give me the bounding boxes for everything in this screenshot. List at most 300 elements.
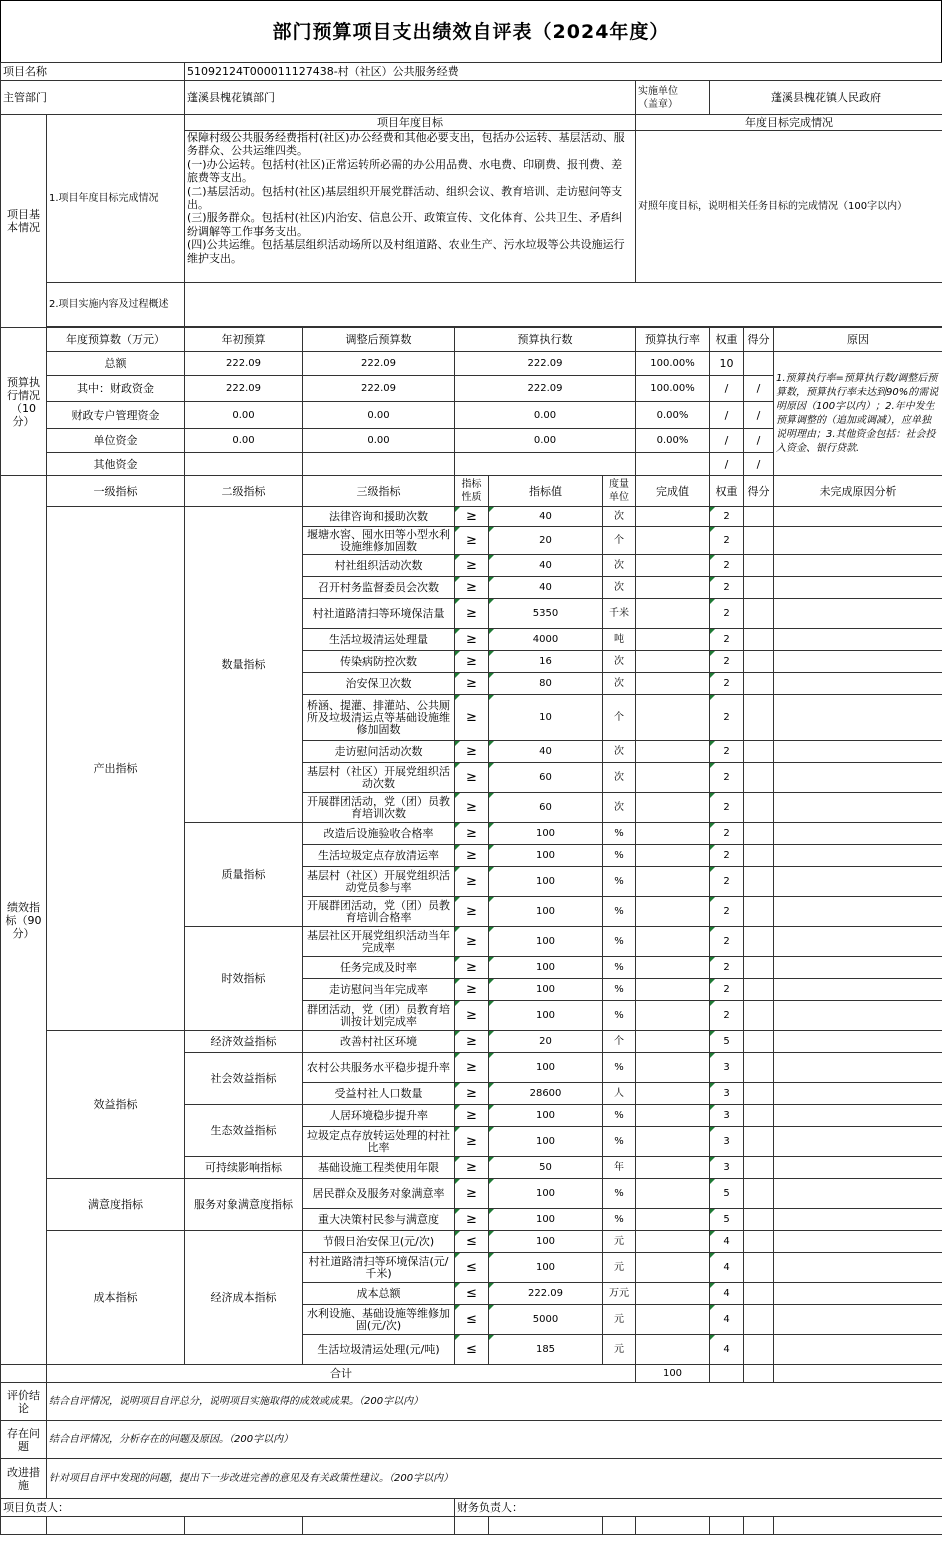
perf-l3-name: 基础设施工程类使用年限 (303, 1157, 455, 1179)
budget-header: 年初预算 (185, 328, 303, 352)
perf-value: 222.09 (489, 1283, 603, 1305)
perf-operator: ≥ (455, 979, 489, 1001)
budget-adjusted: 222.09 (303, 376, 455, 402)
perf-done-value (636, 927, 710, 957)
perf-l3-name: 居民群众及服务对象满意率 (303, 1179, 455, 1209)
budget-rate: 100.00% (636, 352, 710, 376)
perf-reason (774, 1253, 942, 1283)
perf-unit: 次 (603, 741, 636, 763)
perf-l3-name: 垃圾定点存放转运处理的村社比率 (303, 1127, 455, 1157)
perf-l3-name: 村社道路清扫等环境保洁量 (303, 599, 455, 629)
perf-value: 185 (489, 1335, 603, 1365)
perf-value: 100 (489, 1105, 603, 1127)
perf-reason (774, 1335, 942, 1365)
budget-weight: 10 (710, 352, 744, 376)
perf-l3-name: 受益村社人口数量 (303, 1083, 455, 1105)
blank-cell (636, 1517, 710, 1535)
perf-l3-name: 村社组织活动次数 (303, 555, 455, 577)
perf-unit: % (603, 897, 636, 927)
budget-rate: 100.00% (636, 376, 710, 402)
perf-done-value (636, 1157, 710, 1179)
budget-initial (185, 453, 303, 476)
perf-l3-name: 基层村（社区）开展党组织活动党员参与率 (303, 867, 455, 897)
perf-reason (774, 629, 942, 651)
perf-score (744, 673, 774, 695)
perf-header: 三级指标 (303, 476, 455, 507)
blank-cell (455, 1517, 489, 1535)
perf-done-value (636, 763, 710, 793)
perf-value: 40 (489, 507, 603, 527)
perf-value: 100 (489, 1209, 603, 1231)
perf-weight: 2 (710, 599, 744, 629)
improve-text: 针对项目自评中发现的问题，提出下一步改进完善的意见及有关政策性建议。（200字以内） (47, 1459, 942, 1499)
perf-score (744, 1231, 774, 1253)
perf-done-value (636, 1231, 710, 1253)
issue-text: 结合自评情况，分析存在的问题及原因。（200字以内） (47, 1421, 942, 1459)
budget-weight: / (710, 429, 744, 453)
perf-unit: % (603, 845, 636, 867)
perf-unit: % (603, 1001, 636, 1031)
perf-score (744, 1001, 774, 1031)
perf-l2: 可持续影响指标 (185, 1157, 303, 1179)
eval-label: 评价结论 (1, 1383, 47, 1421)
perf-done-value (636, 577, 710, 599)
table-row (1, 476, 942, 507)
budget-score: / (744, 376, 774, 402)
perf-operator: ≥ (455, 651, 489, 673)
budget-reason: 1.预算执行率=预算执行数/调整后预算数，预算执行率未达到90%的需说明原因（100字以内）；2.年中发生预算调整的（追加或调减），应单独说明理由；3.其他资金包括：社会投入资金、银行贷款. (774, 352, 942, 476)
perf-value: 100 (489, 1231, 603, 1253)
perf-unit: 次 (603, 793, 636, 823)
perf-l3-name: 改造后设施验收合格率 (303, 823, 455, 845)
blank-cell (603, 1517, 636, 1535)
perf-unit: 次 (603, 555, 636, 577)
perf-header: 一级指标 (47, 476, 185, 507)
budget-score: / (744, 402, 774, 429)
perf-value: 100 (489, 979, 603, 1001)
budget-row-name: 财政专户管理资金 (47, 402, 185, 429)
perf-reason (774, 1031, 942, 1053)
budget-rate: 0.00% (636, 429, 710, 453)
budget-weight: / (710, 453, 744, 476)
perf-unit: 个 (603, 1031, 636, 1053)
perf-done-value (636, 1127, 710, 1157)
perf-reason (774, 1127, 942, 1157)
budget-executed (455, 453, 636, 476)
total-reason (744, 1365, 774, 1383)
perf-score (744, 741, 774, 763)
perf-done-value (636, 629, 710, 651)
perf-header: 指标性质 (455, 476, 489, 507)
budget-rate: 0.00% (636, 402, 710, 429)
perf-header: 未完成原因分析 (774, 476, 942, 507)
perf-reason (774, 897, 942, 927)
perf-operator: ≥ (455, 673, 489, 695)
budget-adjusted: 0.00 (303, 402, 455, 429)
perf-operator: ≥ (455, 867, 489, 897)
perf-weight: 4 (710, 1253, 744, 1283)
perf-reason (774, 867, 942, 897)
perf-reason (774, 763, 942, 793)
blank-cell (774, 1517, 942, 1535)
perf-weight: 2 (710, 1001, 744, 1031)
perf-unit: % (603, 957, 636, 979)
blank-cell (303, 1517, 455, 1535)
perf-value: 100 (489, 957, 603, 979)
perf-reason (774, 555, 942, 577)
perf-weight: 2 (710, 763, 744, 793)
perf-unit: 次 (603, 651, 636, 673)
perf-weight: 2 (710, 673, 744, 695)
perf-header: 度量单位 (603, 476, 636, 507)
perf-unit: % (603, 979, 636, 1001)
perf-reason (774, 527, 942, 555)
perf-value: 100 (489, 1001, 603, 1031)
perf-l3-name: 水利设施、基础设施等维修加固(元/次) (303, 1305, 455, 1335)
perf-done-value (636, 845, 710, 867)
perf-l3-name: 传染病防控次数 (303, 651, 455, 673)
blank-cell (710, 1517, 744, 1535)
perf-unit: 元 (603, 1231, 636, 1253)
perf-value: 100 (489, 1053, 603, 1083)
budget-header: 权重 (710, 328, 744, 352)
perf-done-value (636, 695, 710, 741)
perf-operator: ≤ (455, 1231, 489, 1253)
perf-value: 100 (489, 1179, 603, 1209)
budget-initial: 222.09 (185, 376, 303, 402)
perf-reason (774, 957, 942, 979)
perf-operator: ≥ (455, 1105, 489, 1127)
project-name-label: 项目名称 (1, 63, 185, 81)
target-header: 项目年度目标 (185, 115, 636, 131)
eval-text: 结合自评情况，说明项目自评总分，说明项目实施取得的成效或成果。（200字以内） (47, 1383, 942, 1421)
perf-value: 100 (489, 867, 603, 897)
budget-initial: 0.00 (185, 402, 303, 429)
perf-unit: 次 (603, 673, 636, 695)
perf-weight: 2 (710, 845, 744, 867)
perf-unit: 万元 (603, 1283, 636, 1305)
perf-operator: ≤ (455, 1283, 489, 1305)
blank-cell (744, 1517, 774, 1535)
table-row (1, 352, 942, 376)
perf-done-value (636, 1305, 710, 1335)
basic-row2-content (185, 283, 942, 327)
perf-l3-name: 开展群团活动，党（团）员教育培训次数 (303, 793, 455, 823)
perf-reason (774, 507, 942, 527)
perf-section-label: 绩效指标（90分） (1, 476, 47, 1365)
perf-l2: 时效指标 (185, 927, 303, 1031)
perf-header: 得分 (744, 476, 774, 507)
perf-done-value (636, 1031, 710, 1053)
perf-operator: ≥ (455, 845, 489, 867)
blank-cell (47, 1517, 185, 1535)
perf-unit: % (603, 1105, 636, 1127)
perf-unit: 吨 (603, 629, 636, 651)
perf-reason (774, 695, 942, 741)
perf-done-value (636, 823, 710, 845)
perf-value: 5000 (489, 1305, 603, 1335)
perf-score (744, 1053, 774, 1083)
perf-done-value (636, 897, 710, 927)
perf-weight: 3 (710, 1053, 744, 1083)
budget-header: 得分 (744, 328, 774, 352)
budget-adjusted: 0.00 (303, 429, 455, 453)
perf-score (744, 629, 774, 651)
basic-section-label: 项目基本情况 (1, 115, 47, 328)
impl-label: 实施单位 （盖章） (636, 81, 710, 115)
basic-row2-label: 2.项目实施内容及过程概述 (47, 283, 185, 327)
perf-l1: 成本指标 (47, 1231, 185, 1365)
budget-row-name: 单位资金 (47, 429, 185, 453)
perf-operator: ≥ (455, 599, 489, 629)
perf-operator: ≥ (455, 1083, 489, 1105)
budget-header: 预算执行率 (636, 328, 710, 352)
perf-score (744, 555, 774, 577)
perf-weight: 2 (710, 979, 744, 1001)
table-row (1, 1365, 942, 1383)
perf-operator: ≤ (455, 1305, 489, 1335)
perf-value: 10 (489, 695, 603, 741)
perf-done-value (636, 1253, 710, 1283)
perf-l1: 产出指标 (47, 507, 185, 1031)
perf-done-value (636, 1179, 710, 1209)
perf-weight: 2 (710, 927, 744, 957)
perf-value: 40 (489, 577, 603, 599)
perf-score (744, 1157, 774, 1179)
perf-score (744, 957, 774, 979)
perf-l3-name: 重大决策村民参与满意度 (303, 1209, 455, 1231)
perf-value: 40 (489, 555, 603, 577)
total-label: 合计 (47, 1365, 636, 1383)
perf-weight: 2 (710, 741, 744, 763)
perf-score (744, 695, 774, 741)
perf-l2: 社会效益指标 (185, 1053, 303, 1105)
perf-l3-name: 农村公共服务水平稳步提升率 (303, 1053, 455, 1083)
perf-reason (774, 673, 942, 695)
perf-value: 100 (489, 897, 603, 927)
perf-weight: 2 (710, 555, 744, 577)
perf-reason (774, 1157, 942, 1179)
perf-value: 100 (489, 927, 603, 957)
perf-reason (774, 1083, 942, 1105)
perf-l3-name: 生活垃圾清运处理(元/吨) (303, 1335, 455, 1365)
perf-reason (774, 741, 942, 763)
perf-reason (774, 1283, 942, 1305)
perf-weight: 2 (710, 527, 744, 555)
perf-operator: ≥ (455, 897, 489, 927)
perf-score (744, 867, 774, 897)
perf-value: 60 (489, 763, 603, 793)
perf-done-value (636, 527, 710, 555)
perf-weight: 3 (710, 1083, 744, 1105)
budget-score: / (744, 453, 774, 476)
perf-score (744, 599, 774, 629)
perf-unit: 次 (603, 763, 636, 793)
perf-operator: ≥ (455, 1157, 489, 1179)
perf-reason (774, 1053, 942, 1083)
perf-l3-name: 人居环境稳步提升率 (303, 1105, 455, 1127)
perf-operator: ≥ (455, 629, 489, 651)
perf-done-value (636, 793, 710, 823)
perf-l3-name: 堰塘水窖、囤水田等小型水利设施维修加固数 (303, 527, 455, 555)
perf-done-value (636, 1083, 710, 1105)
perf-header: 权重 (710, 476, 744, 507)
perf-unit: 元 (603, 1253, 636, 1283)
perf-value: 5350 (489, 599, 603, 629)
perf-l3-name: 桥涵、提灌、排灌站、公共厕所及垃圾清运点等基础设施维修加固数 (303, 695, 455, 741)
perf-done-value (636, 1209, 710, 1231)
perf-reason (774, 1001, 942, 1031)
perf-weight: 2 (710, 651, 744, 673)
perf-l2: 服务对象满意度指标 (185, 1179, 303, 1231)
impl-value: 蓬溪县槐花镇人民政府 (710, 81, 942, 115)
dept-value: 蓬溪县槐花镇部门 (185, 81, 636, 115)
blank-cell (185, 1517, 303, 1535)
perf-l2: 生态效益指标 (185, 1105, 303, 1157)
perf-unit: 个 (603, 695, 636, 741)
total-score (710, 1365, 744, 1383)
perf-l2: 经济成本指标 (185, 1231, 303, 1365)
perf-value: 28600 (489, 1083, 603, 1105)
perf-l3-name: 成本总额 (303, 1283, 455, 1305)
perf-score (744, 1179, 774, 1209)
perf-weight: 2 (710, 957, 744, 979)
perf-reason (774, 823, 942, 845)
perf-value: 20 (489, 527, 603, 555)
perf-operator: ≥ (455, 927, 489, 957)
perf-score (744, 507, 774, 527)
perf-weight: 4 (710, 1283, 744, 1305)
total-weight: 100 (636, 1365, 710, 1383)
perf-value: 100 (489, 1127, 603, 1157)
perf-score (744, 927, 774, 957)
perf-unit: 千米 (603, 599, 636, 629)
perf-operator: ≥ (455, 763, 489, 793)
perf-unit: 个 (603, 527, 636, 555)
perf-unit: 次 (603, 507, 636, 527)
perf-weight: 3 (710, 1127, 744, 1157)
budget-header: 年度预算数（万元） (47, 328, 185, 352)
perf-unit: 元 (603, 1305, 636, 1335)
perf-weight: 3 (710, 1157, 744, 1179)
perf-operator: ≥ (455, 793, 489, 823)
perf-l2: 数量指标 (185, 507, 303, 823)
perf-operator: ≥ (455, 577, 489, 599)
perf-value: 16 (489, 651, 603, 673)
table-row (1, 1499, 942, 1517)
perf-value: 60 (489, 793, 603, 823)
table-row (1, 1031, 942, 1053)
leader-label: 项目负责人： (1, 1499, 455, 1517)
perf-value: 50 (489, 1157, 603, 1179)
perf-weight: 4 (710, 1305, 744, 1335)
perf-reason (774, 927, 942, 957)
budget-score: / (744, 429, 774, 453)
perf-score (744, 845, 774, 867)
budget-rate (636, 453, 710, 476)
perf-score (744, 527, 774, 555)
perf-weight: 4 (710, 1231, 744, 1253)
perf-operator: ≤ (455, 1335, 489, 1365)
budget-header: 预算执行数 (455, 328, 636, 352)
perf-reason (774, 1231, 942, 1253)
perf-weight: 2 (710, 577, 744, 599)
perf-value: 20 (489, 1031, 603, 1053)
perf-value: 100 (489, 1253, 603, 1283)
blank-cell (489, 1517, 603, 1535)
perf-unit: % (603, 1127, 636, 1157)
perf-unit: 人 (603, 1083, 636, 1105)
perf-score (744, 1283, 774, 1305)
perf-operator: ≥ (455, 823, 489, 845)
perf-reason (774, 599, 942, 629)
finance-label: 财务负责人： (455, 1499, 942, 1517)
budget-executed: 0.00 (455, 429, 636, 453)
perf-l3-name: 基层村（社区）开展党组织活动次数 (303, 763, 455, 793)
perf-score (744, 823, 774, 845)
perf-l3-name: 治安保卫次数 (303, 673, 455, 695)
perf-operator: ≥ (455, 1031, 489, 1053)
perf-unit: % (603, 1179, 636, 1209)
perf-score (744, 1031, 774, 1053)
perf-weight: 2 (710, 897, 744, 927)
blank-cell (1, 1517, 47, 1535)
perf-done-value (636, 957, 710, 979)
done-header: 年度目标完成情况 (636, 115, 942, 131)
perf-score (744, 897, 774, 927)
budget-row-name: 总额 (47, 352, 185, 376)
perf-header: 完成值 (636, 476, 710, 507)
budget-executed: 0.00 (455, 402, 636, 429)
perf-weight: 2 (710, 629, 744, 651)
perf-operator: ≥ (455, 695, 489, 741)
perf-operator: ≥ (455, 1209, 489, 1231)
perf-score (744, 1209, 774, 1231)
perf-weight: 2 (710, 695, 744, 741)
perf-operator: ≥ (455, 1127, 489, 1157)
budget-section-label: 预算执行情况（10分） (1, 328, 47, 476)
perf-weight: 5 (710, 1209, 744, 1231)
perf-value: 80 (489, 673, 603, 695)
perf-operator: ≥ (455, 527, 489, 555)
perf-unit: % (603, 1209, 636, 1231)
perf-l2: 经济效益指标 (185, 1031, 303, 1053)
perf-l3-name: 开展群团活动，党（团）员教育培训合格率 (303, 897, 455, 927)
perf-l3-name: 生活垃圾清运处理量 (303, 629, 455, 651)
perf-reason (774, 1105, 942, 1127)
perf-unit: % (603, 867, 636, 897)
perf-operator: ≤ (455, 1253, 489, 1283)
budget-initial: 0.00 (185, 429, 303, 453)
perf-score (744, 1253, 774, 1283)
perf-weight: 2 (710, 793, 744, 823)
table-row (1, 507, 942, 527)
budget-row-name: 其中：财政资金 (47, 376, 185, 402)
perf-done-value (636, 979, 710, 1001)
perf-l1: 满意度指标 (47, 1179, 185, 1231)
budget-row-name: 其他资金 (47, 453, 185, 476)
perf-done-value (636, 507, 710, 527)
perf-weight: 2 (710, 867, 744, 897)
perf-value: 100 (489, 845, 603, 867)
table-row (1, 1517, 942, 1535)
perf-value: 4000 (489, 629, 603, 651)
budget-initial: 222.09 (185, 352, 303, 376)
budget-adjusted: 222.09 (303, 352, 455, 376)
perf-value: 40 (489, 741, 603, 763)
improve-label: 改进措施 (1, 1459, 47, 1499)
perf-reason (774, 845, 942, 867)
